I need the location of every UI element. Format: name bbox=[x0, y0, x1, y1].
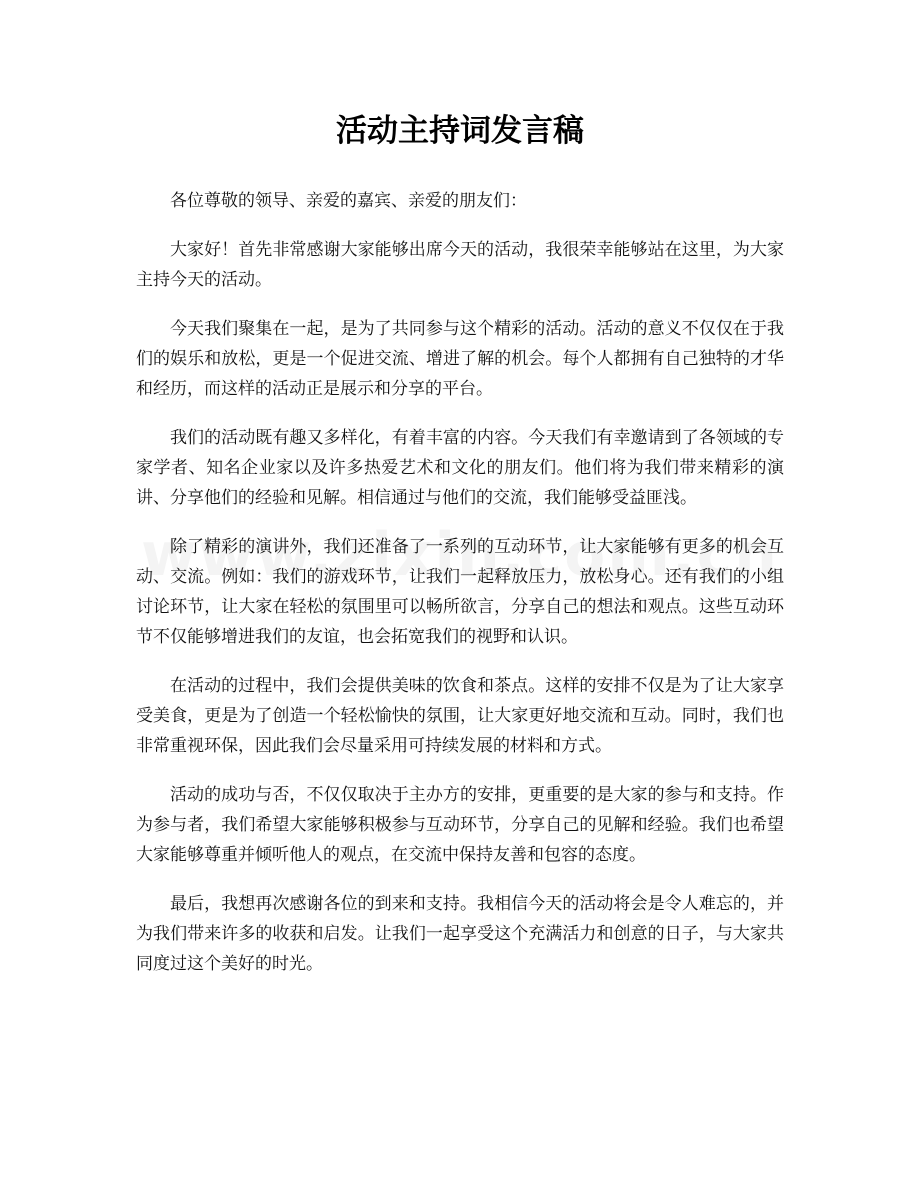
paragraph-refreshments: 在活动的过程中，我们会提供美味的饮食和茶点。这样的安排不仅是为了让大家享受美食，更是为了创造一个轻松愉快的氛围，让大家更好地交流和互动。同时，我们也非常重视环保，因此我们会尽量采用可持续发展的材料和方式。 bbox=[136, 676, 784, 756]
paragraph-interaction: 除了精彩的演讲外，我们还准备了一系列的互动环节，让大家能够有更多的机会互动、交流。例如：我们的游戏环节，让我们一起释放压力，放松身心。还有我们的小组讨论环节，让大家在轻松的氛围里可以畅所欲言，分享自己的想法和观点。这些互动环节不仅能够增进我们的友谊，也会拓宽我们的视野和认识。 bbox=[136, 537, 784, 647]
document-title: 活动主持词发言稿 bbox=[336, 113, 584, 149]
paragraph-purpose: 今天我们聚集在一起，是为了共同参与这个精彩的活动。活动的意义不仅仅在于我们的娱乐和放松，更是一个促进交流、增进了解的机会。每个人都拥有自己独特的才华和经历，而这样的活动正是展示和分享的平台。 bbox=[136, 319, 784, 399]
paragraph-participation: 活动的成功与否，不仅仅取决于主办方的安排，更重要的是大家的参与和支持。作为参与者，我们希望大家能够积极参与互动环节，分享自己的见解和经验。我们也希望大家能够尊重并倾听他人的观点，在交流中保持友善和包容的态度。 bbox=[136, 785, 784, 865]
paragraph-greeting: 大家好！首先非常感谢大家能够出席今天的活动，我很荣幸能够站在这里，为大家主持今天的活动。 bbox=[136, 240, 784, 290]
paragraph-speakers: 我们的活动既有趣又多样化，有着丰富的内容。今天我们有幸邀请到了各领域的专家学者、知名企业家以及许多热爱艺术和文化的朋友们。他们将为我们带来精彩的演讲、分享他们的经验和见解。相信通过与他们的交流，我们能够受益匪浅。 bbox=[136, 428, 784, 508]
paragraph-salutation: 各位尊敬的领导、亲爱的嘉宾、亲爱的朋友们： bbox=[170, 191, 527, 211]
document-body bbox=[136, 186, 784, 998]
paragraph-closing: 最后，我想再次感谢各位的到来和支持。我相信今天的活动将会是令人难忘的，并为我们带来许多的收获和启发。让我们一起享受这个充满活力和创意的日子，与大家共同度过这个美好的时光。 bbox=[136, 894, 784, 974]
